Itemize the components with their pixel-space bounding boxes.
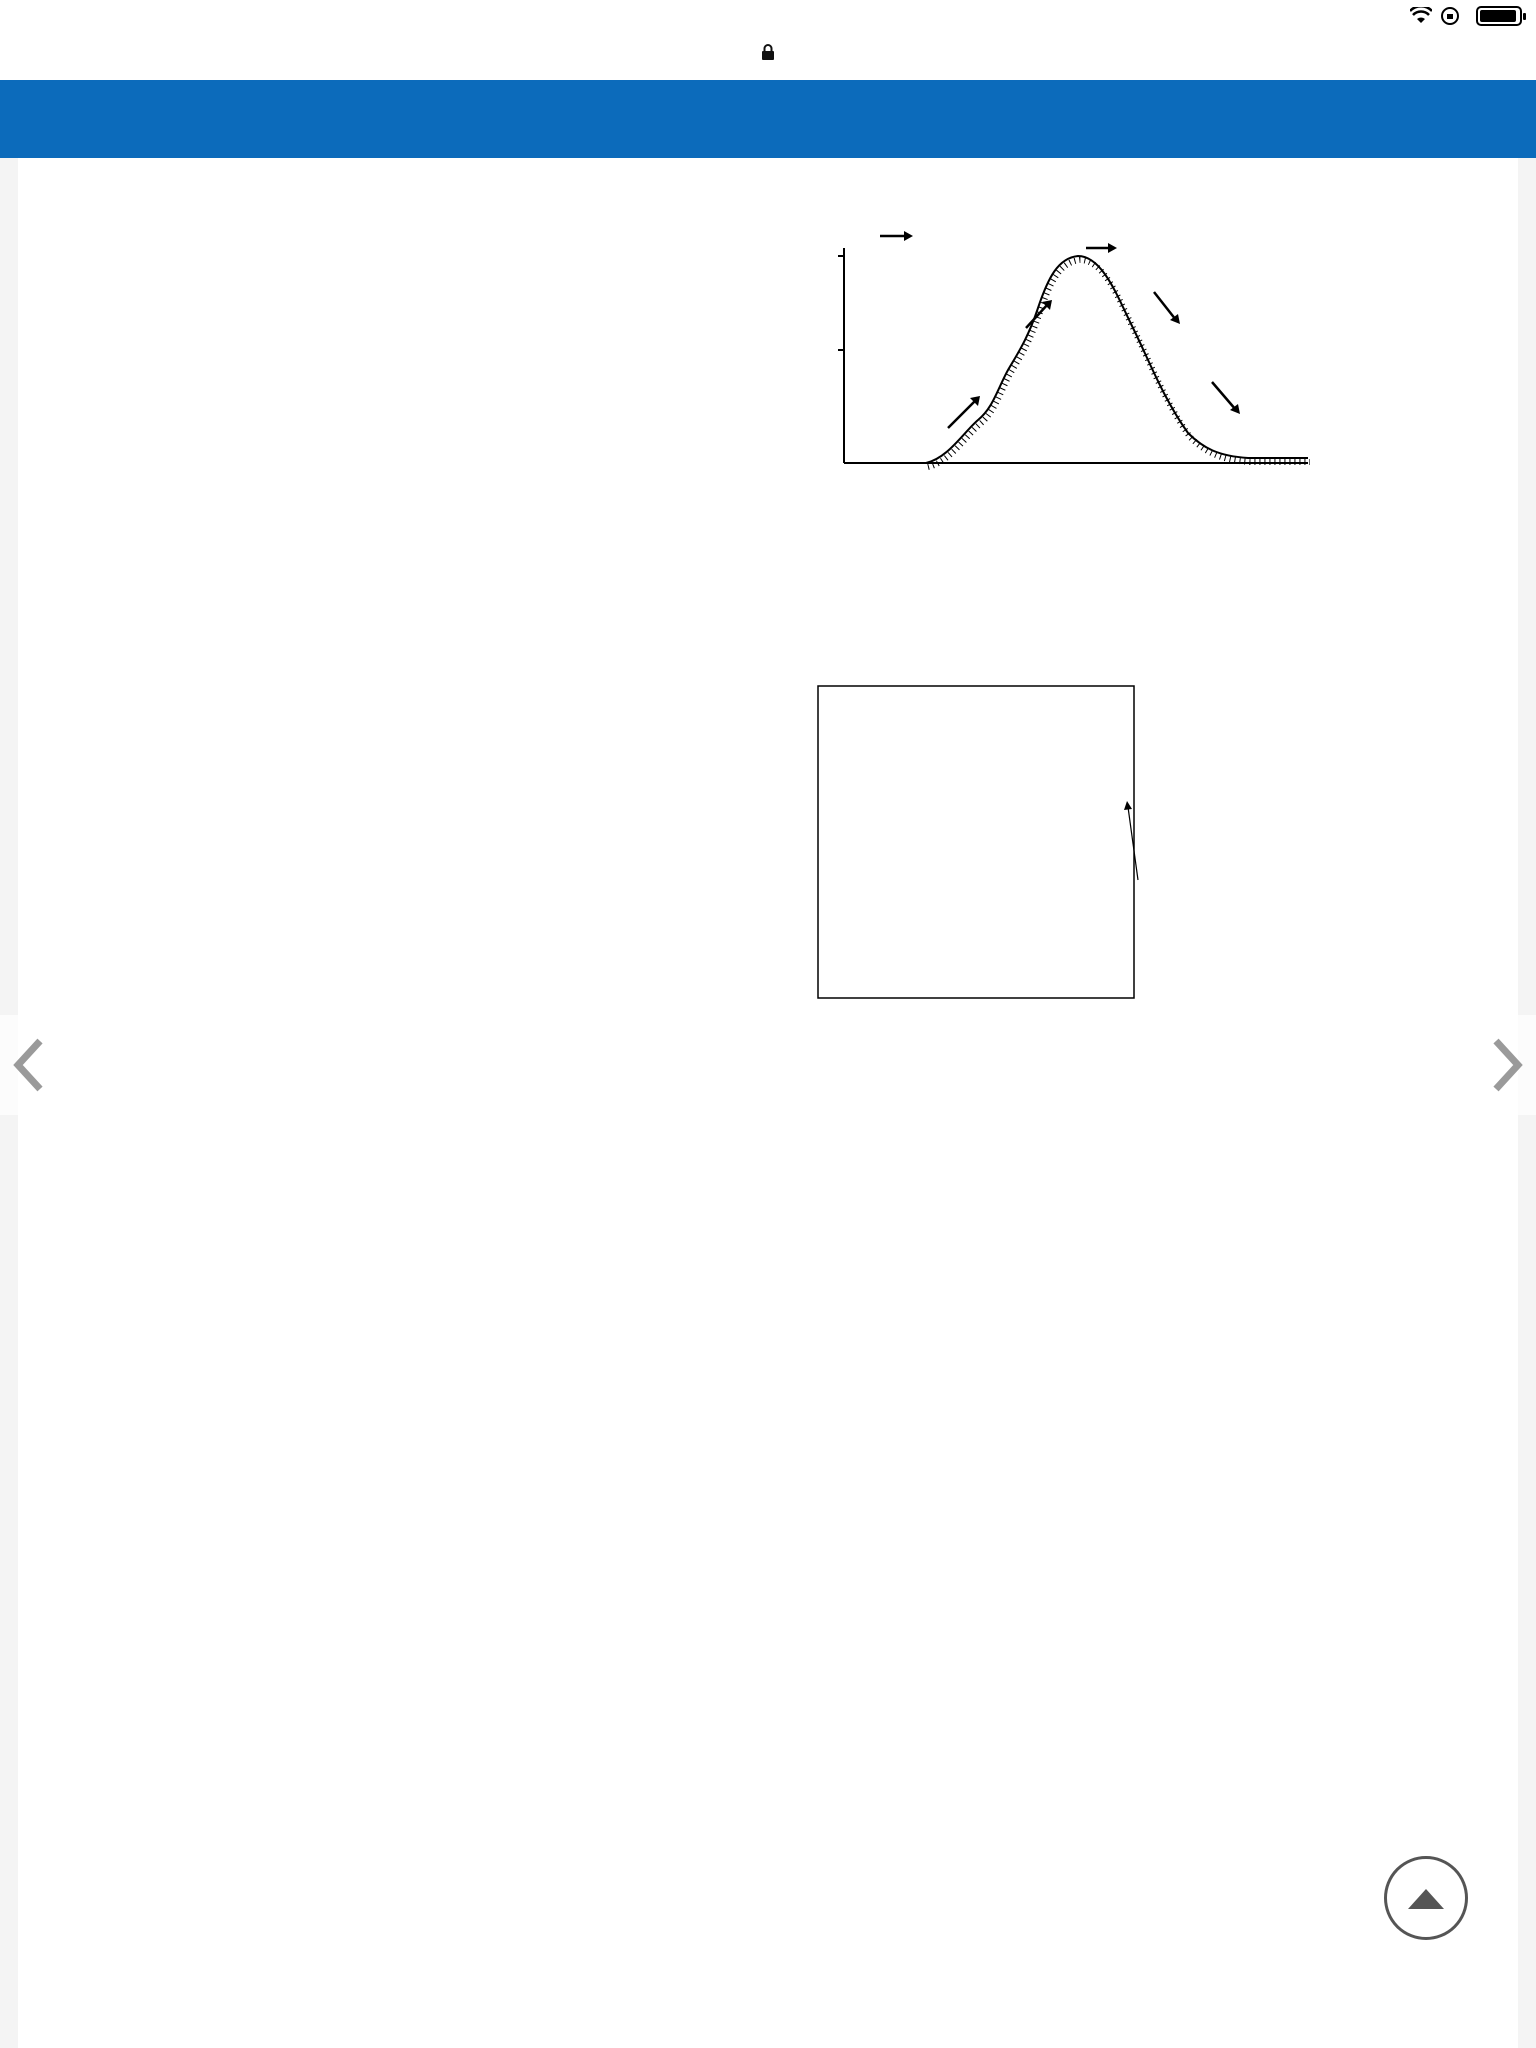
chevron-left-icon[interactable] — [0, 1015, 60, 1115]
status-bar — [0, 0, 1536, 80]
scroll-top-icon — [1404, 1883, 1448, 1913]
chevron-right-icon[interactable] — [1476, 1015, 1536, 1115]
battery-icon — [1476, 6, 1522, 26]
figure-18-ts-diagram — [728, 670, 1328, 1100]
exam-page — [18, 158, 1518, 2048]
status-time — [14, 6, 27, 30]
wifi-icon — [1410, 7, 1432, 25]
address-bar[interactable] — [0, 40, 1536, 65]
lock-icon — [761, 44, 775, 60]
status-right — [1410, 6, 1522, 26]
figure-17-mountain — [708, 188, 1348, 538]
category-nav — [0, 80, 1536, 158]
orientation-lock-icon — [1440, 6, 1460, 26]
scroll-top-button[interactable] — [1384, 1856, 1468, 1940]
